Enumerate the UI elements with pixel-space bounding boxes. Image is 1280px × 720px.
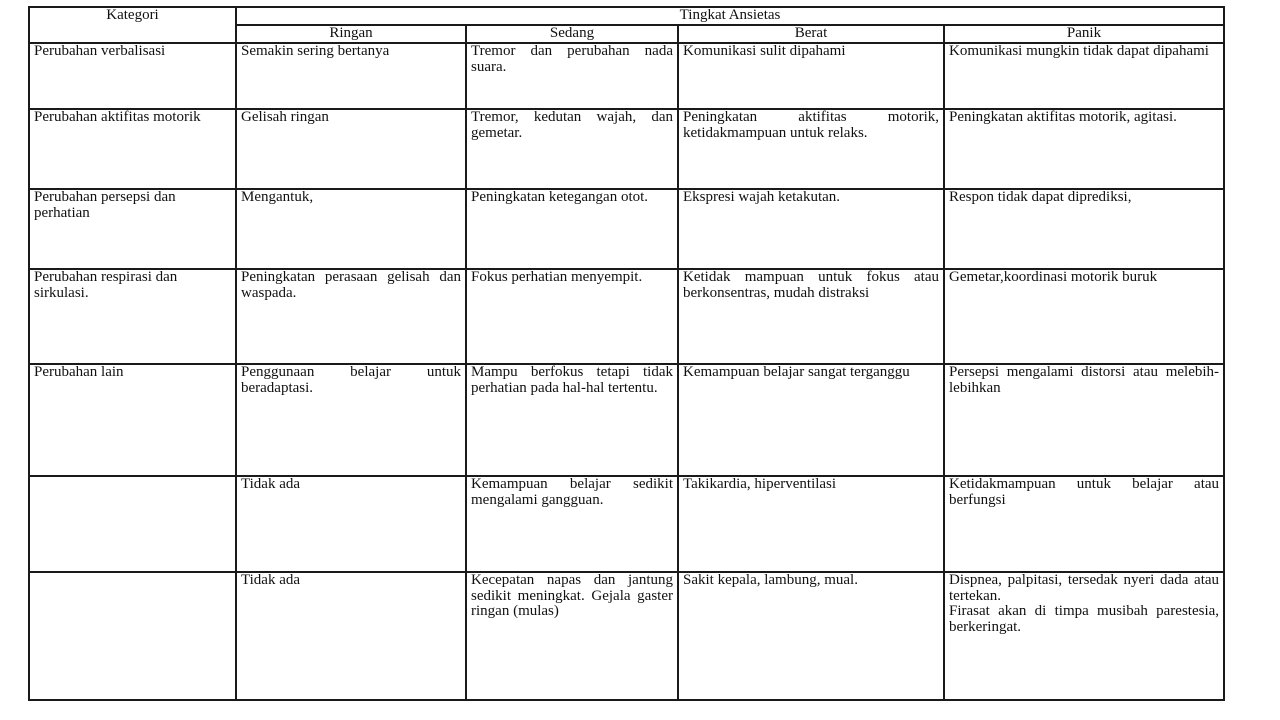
cell-sedang: Tremor dan perubahan nada suara. <box>466 43 678 109</box>
header-ringan: Ringan <box>236 25 466 43</box>
cell-panik: Ketidakmampuan untuk belajar atau berfungsi <box>944 476 1224 572</box>
table-row <box>29 476 1224 572</box>
cell-panik: Komunikasi mungkin tidak dapat dipahami <box>944 43 1224 109</box>
cell-sedang: Mampu berfokus tetapi tidak perhatian pada hal-hal tertentu. <box>466 364 678 476</box>
anxiety-level-table <box>28 6 1225 701</box>
cell-ringan: Semakin sering bertanya <box>236 43 466 109</box>
cell-panik-part-1: Dispnea, palpitasi, tersedak nyeri dada atau tertekan. <box>949 572 1220 604</box>
cell-sedang: Peningkatan ketegangan otot. <box>466 189 678 269</box>
cell-sedang: Kemampuan belajar sedikit mengalami gangguan. <box>466 476 678 572</box>
table-row <box>29 109 1224 189</box>
header-sedang: Sedang <box>466 25 678 43</box>
cell-kategori <box>29 572 236 700</box>
cell-berat: Peningkatan aktifitas motorik, ketidakmampuan untuk relaks. <box>678 109 944 189</box>
cell-kategori: Perubahan lain <box>29 364 236 476</box>
cell-berat: Ekspresi wajah ketakutan. <box>678 189 944 269</box>
table-row <box>29 43 1224 109</box>
header-panik: Panik <box>944 25 1224 43</box>
table-row <box>29 269 1224 364</box>
cell-ringan: Tidak ada <box>236 572 466 700</box>
cell-kategori: Perubahan respirasi dan sirkulasi. <box>29 269 236 364</box>
cell-ringan: Tidak ada <box>236 476 466 572</box>
table-row <box>29 364 1224 476</box>
cell-panik-part-2: Firasat akan di timpa musibah parestesia, berkeringat. <box>949 603 1220 635</box>
cell-sedang: Kecepatan napas dan jantung sedikit meningkat. Gejala gaster ringan (mulas) <box>466 572 678 700</box>
table-row <box>29 572 1224 700</box>
cell-kategori: Perubahan aktifitas motorik <box>29 109 236 189</box>
header-tingkat-ansietas: Tingkat Ansietas <box>236 7 1224 25</box>
header-berat: Berat <box>678 25 944 43</box>
cell-berat: Ketidak mampuan untuk fokus atau berkonsentras, mudah distraksi <box>678 269 944 364</box>
cell-ringan: Gelisah ringan <box>236 109 466 189</box>
header-kategori: Kategori <box>29 7 236 43</box>
cell-kategori: Perubahan verbalisasi <box>29 43 236 109</box>
cell-ringan: Penggunaan belajar untuk beradaptasi. <box>236 364 466 476</box>
cell-panik <box>944 572 1224 700</box>
cell-kategori <box>29 476 236 572</box>
cell-berat: Sakit kepala, lambung, mual. <box>678 572 944 700</box>
cell-berat: Takikardia, hiperventilasi <box>678 476 944 572</box>
cell-berat: Komunikasi sulit dipahami <box>678 43 944 109</box>
cell-panik: Respon tidak dapat diprediksi, <box>944 189 1224 269</box>
cell-panik: Persepsi mengalami distorsi atau melebih-lebihkan <box>944 364 1224 476</box>
cell-ringan: Peningkatan perasaan gelisah dan waspada. <box>236 269 466 364</box>
cell-kategori: Perubahan persepsi dan perhatian <box>29 189 236 269</box>
cell-berat: Kemampuan belajar sangat terganggu <box>678 364 944 476</box>
cell-sedang: Fokus perhatian menyempit. <box>466 269 678 364</box>
table-row <box>29 189 1224 269</box>
cell-ringan: Mengantuk, <box>236 189 466 269</box>
cell-panik: Peningkatan aktifitas motorik, agitasi. <box>944 109 1224 189</box>
cell-panik: Gemetar,koordinasi motorik buruk <box>944 269 1224 364</box>
cell-sedang: Tremor, kedutan wajah, dan gemetar. <box>466 109 678 189</box>
